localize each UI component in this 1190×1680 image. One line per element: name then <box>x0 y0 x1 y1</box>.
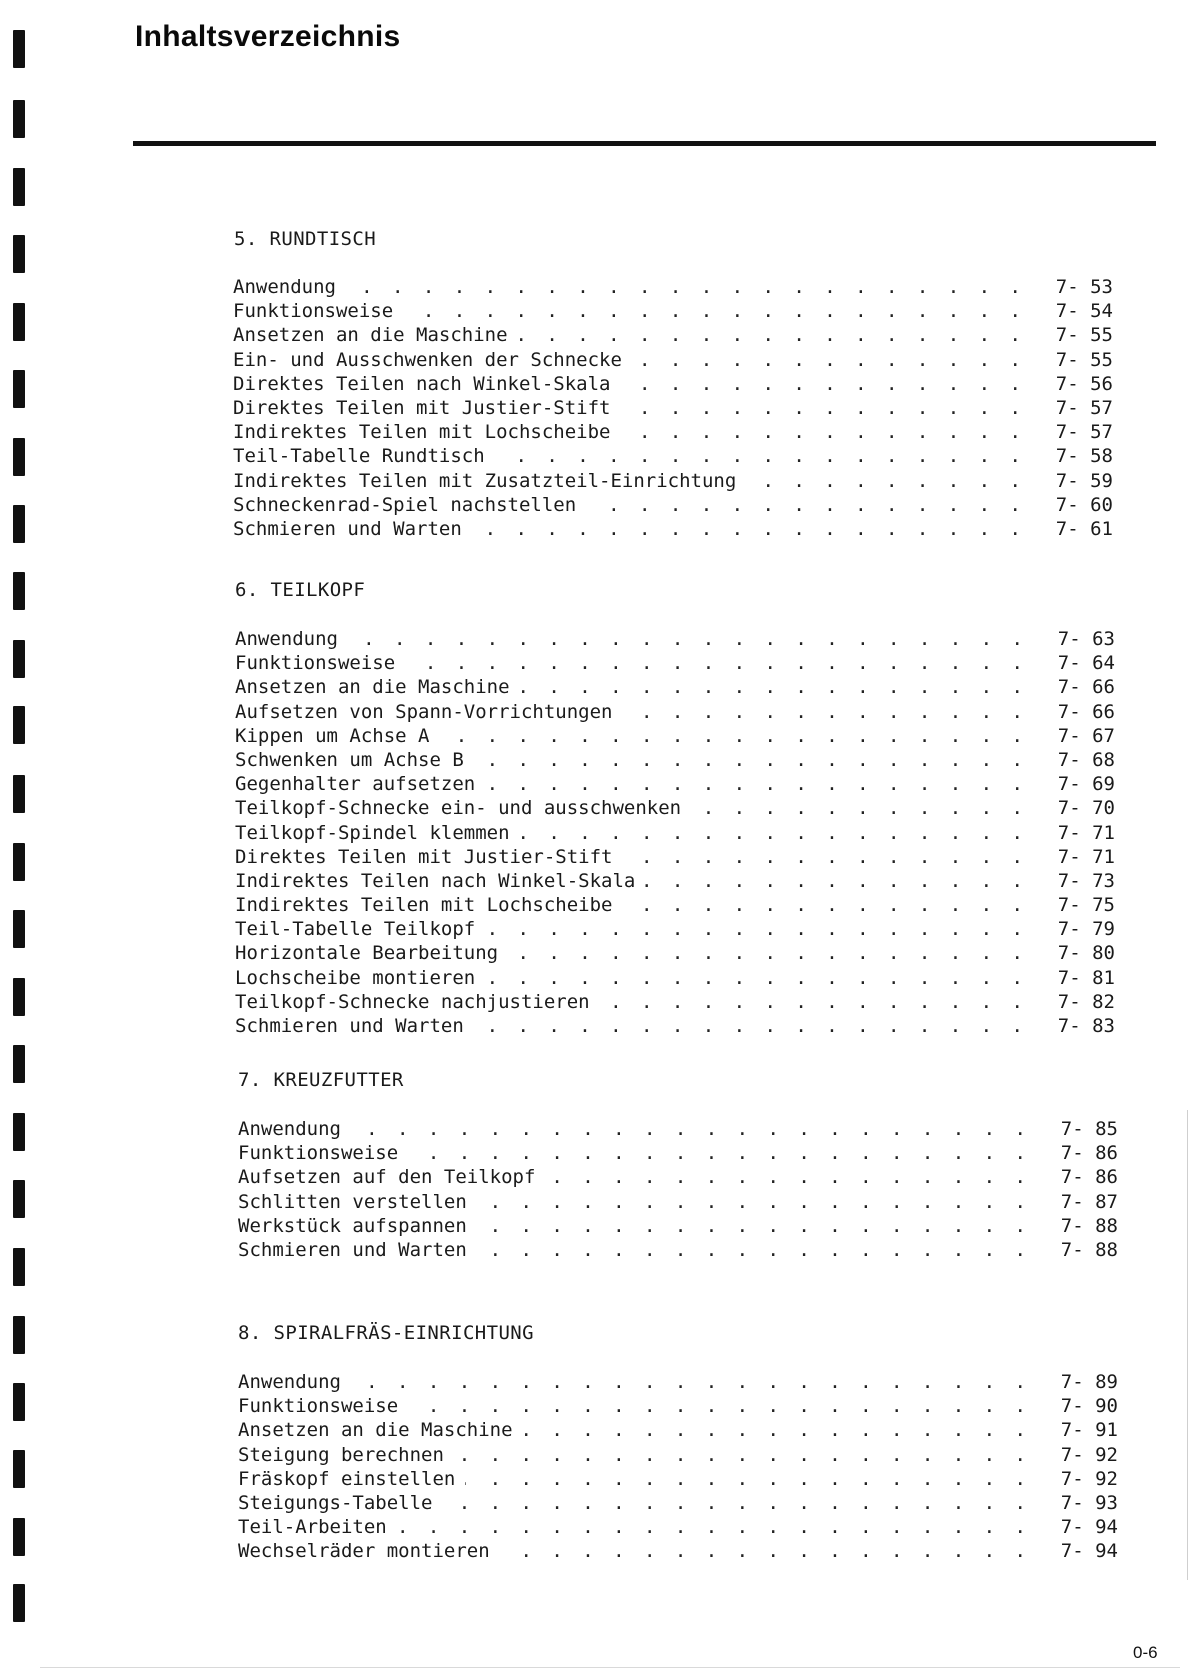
section-heading-kreuzfutter: 7. KREUZFUTTER <box>238 1069 404 1091</box>
dot-leader <box>545 1165 1054 1189</box>
binding-punch-mark <box>13 1045 25 1083</box>
dot-leader <box>405 651 1051 675</box>
binding-punch-mark <box>13 1248 25 1286</box>
dot-leader <box>586 493 1049 517</box>
dot-leader <box>500 1539 1054 1563</box>
dot-leader <box>474 748 1051 772</box>
binding-punch-mark <box>13 168 25 206</box>
toc-entry <box>233 396 1113 420</box>
binding-punch-mark <box>13 370 25 408</box>
dot-leader <box>495 444 1049 468</box>
toc-entry-label: Schneckenrad-Spiel nachstellen <box>233 493 577 516</box>
dot-leader <box>477 1238 1054 1262</box>
toc-entry <box>235 748 1115 772</box>
toc-entry <box>238 1370 1118 1394</box>
toc-entry-page: 7- 57 <box>1055 421 1113 444</box>
toc-entry-label: Teil-Arbeiten <box>238 1516 387 1539</box>
page-number: 0-6 <box>1133 1643 1158 1662</box>
toc-entry-page: 7- 92 <box>1060 1443 1118 1466</box>
dot-leader <box>403 299 1049 323</box>
toc-entry <box>235 821 1115 845</box>
dot-leader <box>397 1515 1054 1539</box>
dot-leader <box>465 1467 1054 1491</box>
toc-entry <box>238 1190 1118 1214</box>
dot-leader <box>518 323 1049 347</box>
dot-leader <box>408 1141 1054 1165</box>
toc-entry <box>233 469 1113 493</box>
binding-punch-mark <box>13 303 25 341</box>
dot-leader <box>472 517 1049 541</box>
toc-entry-label: Kippen um Achse A <box>235 724 430 747</box>
toc-entry-label: Schmieren und Warten <box>233 517 462 540</box>
toc-entry-page: 7- 81 <box>1057 966 1115 989</box>
toc-entry <box>235 1014 1115 1038</box>
dot-leader <box>520 675 1051 699</box>
toc-entry-label: Indirektes Teilen mit Lochscheibe <box>235 894 613 917</box>
toc-entry-page: 7- 80 <box>1057 942 1115 965</box>
dot-leader <box>621 420 1050 444</box>
toc-entry-page: 7- 71 <box>1057 845 1115 868</box>
binding-punch-mark <box>13 640 25 678</box>
dot-leader <box>621 396 1050 420</box>
toc-entry-label: Indirektes Teilen mit Zusatzteil-Einrichtung <box>233 469 737 492</box>
page-title: Inhaltsverzeichnis <box>135 20 401 53</box>
toc-list-teilkopf <box>235 627 1115 1038</box>
binding-punch-mark <box>13 505 25 543</box>
toc-entry <box>238 1491 1118 1515</box>
toc-entry-page: 7- 89 <box>1060 1371 1118 1393</box>
toc-entry-page: 7- 94 <box>1060 1516 1118 1539</box>
toc-entry-page: 7- 61 <box>1055 517 1113 540</box>
toc-entry-page: 7- 57 <box>1055 396 1113 419</box>
right-edge-line <box>1187 1110 1188 1580</box>
toc-entry-label: Funktionsweise <box>235 652 396 675</box>
toc-entry <box>233 323 1113 347</box>
dot-leader <box>623 845 1052 869</box>
binding-punch-mark <box>13 572 25 610</box>
toc-entry <box>238 1467 1118 1491</box>
toc-entry-label: Direktes Teilen nach Winkel-Skala <box>233 372 611 395</box>
section-heading-rundtisch: 5. RUNDTISCH <box>234 228 377 250</box>
toc-entry-page: 7- 63 <box>1057 628 1115 650</box>
toc-list-kreuzfutter <box>238 1117 1118 1262</box>
toc-entry <box>235 724 1115 748</box>
toc-entry-page: 7- 92 <box>1060 1467 1118 1490</box>
toc-entry-label: Direktes Teilen mit Justier-Stift <box>235 845 613 868</box>
toc-entry-label: Steigung berechnen <box>238 1443 444 1466</box>
toc-entry <box>235 772 1115 796</box>
binding-punch-mark <box>13 706 25 744</box>
toc-entry-page: 7- 66 <box>1057 676 1115 699</box>
binding-punch-mark <box>13 30 25 68</box>
dot-leader <box>623 893 1052 917</box>
dot-leader <box>485 917 1051 941</box>
toc-entry-page: 7- 67 <box>1057 724 1115 747</box>
binding-punch-mark <box>13 100 25 138</box>
toc-entry-page: 7- 71 <box>1057 821 1115 844</box>
toc-entry <box>238 1515 1118 1539</box>
binding-punch-mark <box>13 843 25 881</box>
dot-leader <box>351 1370 1054 1394</box>
toc-entry-page: 7- 88 <box>1060 1238 1118 1261</box>
dot-leader <box>508 941 1051 965</box>
toc-entry-page: 7- 60 <box>1055 493 1113 516</box>
toc-entry <box>235 917 1115 941</box>
toc-entry <box>233 299 1113 323</box>
toc-entry-label: Anwendung <box>238 1371 341 1393</box>
toc-entry-label: Schmieren und Warten <box>235 1015 464 1037</box>
toc-entry <box>238 1394 1118 1418</box>
toc-entry-label: Ein- und Ausschwenken der Schnecke <box>233 348 622 371</box>
dot-leader <box>520 821 1051 845</box>
toc-entry <box>233 372 1113 396</box>
toc-entry-page: 7- 85 <box>1060 1118 1118 1140</box>
dot-leader <box>645 869 1051 893</box>
toc-entry-label: Schlitten verstellen <box>238 1190 467 1213</box>
toc-entry-page: 7- 56 <box>1055 372 1113 395</box>
toc-entry-page: 7- 87 <box>1060 1190 1118 1213</box>
toc-entry <box>233 493 1113 517</box>
toc-entry-label: Ansetzen an die Maschine <box>238 1419 513 1442</box>
dot-leader <box>632 348 1049 372</box>
binding-punch-mark <box>13 438 25 476</box>
toc-entry-label: Anwendung <box>233 276 336 298</box>
toc-entry-page: 7- 68 <box>1057 748 1115 771</box>
toc-entry-label: Anwendung <box>238 1118 341 1140</box>
toc-entry <box>238 1165 1118 1189</box>
dot-leader <box>485 966 1051 990</box>
toc-entry-page: 7- 93 <box>1060 1491 1118 1514</box>
toc-entry-label: Teil-Tabelle Teilkopf <box>235 918 476 941</box>
dot-leader <box>477 1214 1054 1238</box>
toc-entry-label: Funktionsweise <box>238 1142 399 1165</box>
toc-entry-label: Indirektes Teilen nach Winkel-Skala <box>235 869 636 892</box>
toc-entry-label: Schwenken um Achse B <box>235 748 464 771</box>
toc-entry <box>233 517 1113 541</box>
toc-entry-page: 7- 66 <box>1057 700 1115 723</box>
dot-leader <box>746 469 1049 493</box>
binding-punch-mark <box>13 1180 25 1218</box>
dot-leader <box>442 1491 1054 1515</box>
toc-entry-label: Funktionsweise <box>238 1395 399 1418</box>
toc-entry-label: Fräskopf einstellen <box>238 1467 456 1490</box>
toc-entry-page: 7- 86 <box>1060 1166 1118 1189</box>
dot-leader <box>454 1443 1054 1467</box>
toc-entry-label: Lochscheibe montieren <box>235 966 476 989</box>
toc-entry-page: 7- 83 <box>1057 1015 1115 1037</box>
toc-entry-page: 7- 73 <box>1057 869 1115 892</box>
toc-entry-page: 7- 94 <box>1060 1540 1118 1563</box>
dot-leader <box>623 700 1052 724</box>
binding-punch-mark <box>13 1450 25 1488</box>
dot-leader <box>348 627 1051 651</box>
toc-entry <box>233 420 1113 444</box>
toc-entry <box>238 1117 1118 1141</box>
toc-entry <box>235 893 1115 917</box>
toc-entry <box>235 990 1115 1014</box>
dot-leader <box>523 1418 1054 1442</box>
toc-entry <box>235 941 1115 965</box>
toc-entry <box>238 1141 1118 1165</box>
toc-entry-label: Werkstück aufspannen <box>238 1214 467 1237</box>
binding-punch-mark <box>13 775 25 813</box>
toc-entry <box>235 675 1115 699</box>
toc-entry-page: 7- 53 <box>1055 276 1113 298</box>
toc-entry-label: Schmieren und Warten <box>238 1238 467 1261</box>
toc-entry-label: Funktionsweise <box>233 300 394 323</box>
toc-entry-label: Teilkopf-Spindel klemmen <box>235 821 510 844</box>
dot-leader <box>439 724 1051 748</box>
dot-leader <box>485 772 1051 796</box>
toc-entry <box>238 1539 1118 1563</box>
toc-entry-page: 7- 55 <box>1055 348 1113 371</box>
toc-entry <box>233 444 1113 468</box>
toc-entry-label: Teil-Tabelle Rundtisch <box>233 445 485 468</box>
toc-entry-page: 7- 82 <box>1057 990 1115 1013</box>
toc-entry-page: 7- 70 <box>1057 797 1115 820</box>
toc-entry-label: Anwendung <box>235 628 338 650</box>
toc-entry <box>233 348 1113 372</box>
toc-entry-page: 7- 55 <box>1055 324 1113 347</box>
toc-entry-label: Teilkopf-Schnecke ein- und ausschwenken <box>235 797 682 820</box>
toc-entry <box>235 627 1115 651</box>
toc-entry <box>233 275 1113 299</box>
toc-list-rundtisch <box>233 275 1113 541</box>
toc-entry-label: Direktes Teilen mit Justier-Stift <box>233 396 611 419</box>
binding-punch-mark <box>13 1113 25 1151</box>
toc-entry-label: Wechselräder montieren <box>238 1540 490 1563</box>
binding-punch-mark <box>13 978 25 1016</box>
toc-entry <box>235 651 1115 675</box>
toc-entry-page: 7- 69 <box>1057 773 1115 796</box>
dot-leader <box>621 372 1050 396</box>
binding-punch-mark <box>13 1383 25 1421</box>
dot-leader <box>600 990 1051 1014</box>
toc-entry-label: Aufsetzen auf den Teilkopf <box>238 1166 536 1189</box>
toc-entry-page: 7- 54 <box>1055 300 1113 323</box>
toc-entry <box>235 869 1115 893</box>
dot-leader <box>346 275 1049 299</box>
toc-entry-label: Teilkopf-Schnecke nachjustieren <box>235 990 590 1013</box>
toc-entry-page: 7- 64 <box>1057 652 1115 675</box>
toc-entry <box>238 1214 1118 1238</box>
binding-holes <box>0 0 40 1680</box>
toc-entry-label: Horizontale Bearbeitung <box>235 942 499 965</box>
bottom-edge-line <box>40 1667 1180 1668</box>
toc-entry-label: Ansetzen an die Maschine <box>235 676 510 699</box>
section-heading-teilkopf: 6. TEILKOPF <box>235 579 366 601</box>
toc-entry <box>235 700 1115 724</box>
toc-entry-page: 7- 91 <box>1060 1419 1118 1442</box>
toc-entry-page: 7- 90 <box>1060 1395 1118 1418</box>
toc-entry <box>235 796 1115 820</box>
toc-entry <box>235 845 1115 869</box>
dot-leader <box>351 1117 1054 1141</box>
toc-entry-label: Indirektes Teilen mit Lochscheibe <box>233 421 611 444</box>
title-rule <box>133 141 1156 146</box>
toc-entry-label: Gegenhalter aufsetzen <box>235 773 476 796</box>
toc-entry-label: Ansetzen an die Maschine <box>233 324 508 347</box>
dot-leader <box>691 796 1051 820</box>
dot-leader <box>408 1394 1054 1418</box>
section-heading-spiralfraes: 8. SPIRALFRÄS-EINRICHTUNG <box>238 1322 534 1344</box>
toc-entry-page: 7- 88 <box>1060 1214 1118 1237</box>
toc-entry <box>235 966 1115 990</box>
toc-entry-page: 7- 59 <box>1055 469 1113 492</box>
toc-entry-page: 7- 86 <box>1060 1142 1118 1165</box>
binding-punch-mark <box>13 1316 25 1354</box>
toc-entry <box>238 1238 1118 1262</box>
toc-entry-label: Aufsetzen von Spann-Vorrichtungen <box>235 700 613 723</box>
dot-leader <box>474 1014 1051 1038</box>
binding-punch-mark <box>13 235 25 273</box>
toc-entry <box>238 1443 1118 1467</box>
dot-leader <box>477 1190 1054 1214</box>
binding-punch-mark <box>13 1518 25 1556</box>
toc-entry <box>238 1418 1118 1442</box>
binding-punch-mark <box>13 910 25 948</box>
binding-punch-mark <box>13 1584 25 1622</box>
toc-entry-page: 7- 79 <box>1057 918 1115 941</box>
toc-list-spiralfraes <box>238 1370 1118 1564</box>
toc-entry-page: 7- 58 <box>1055 445 1113 468</box>
toc-entry-label: Steigungs-Tabelle <box>238 1491 433 1514</box>
toc-entry-page: 7- 75 <box>1057 894 1115 917</box>
